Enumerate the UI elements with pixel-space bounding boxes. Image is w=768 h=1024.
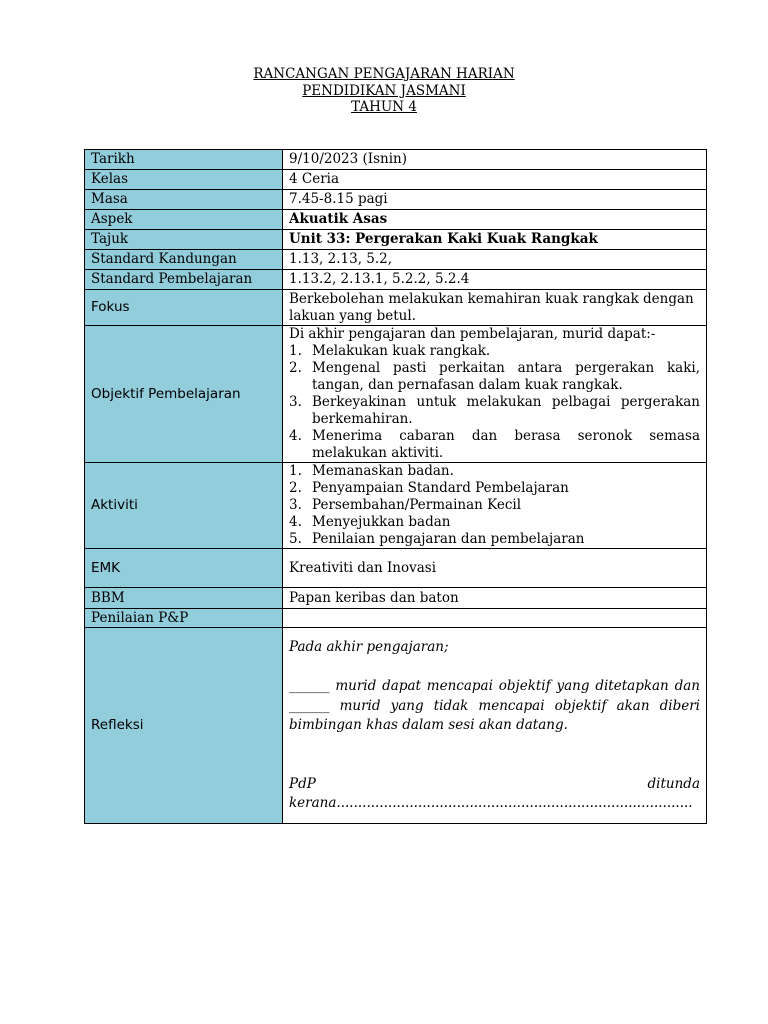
list-text: Penilaian pengajaran dan pembelajaran (312, 531, 585, 547)
list-text: Berkeyakinan untuk melakukan pelbagai pergerakan berkemahiran. (312, 394, 700, 427)
list-number: 3. (289, 497, 302, 513)
list-text: Menyejukkan badan (312, 514, 451, 530)
list-item (289, 480, 700, 497)
value-emk: Kreativiti dan Inovasi (283, 549, 707, 588)
list-text: Mengenal pasti perkaitan antara pergerakan kaki, tangan, dan pernafasan dalam kuak rangkak. (312, 360, 700, 393)
row-refleksi (85, 628, 707, 824)
label-masa: Masa (85, 190, 283, 210)
row-penilaian (85, 609, 707, 628)
objektif-intro: Di akhir pengajaran dan pembelajaran, murid dapat:- (289, 326, 656, 342)
value-standard-pembelajaran: 1.13.2, 2.13.1, 5.2.2, 5.2.4 (283, 270, 707, 290)
row-kelas (85, 170, 707, 190)
value-objektif (283, 326, 707, 463)
heading-title: RANCANGAN PENGAJARAN HARIAN (253, 66, 515, 82)
list-number: 4. (289, 428, 302, 444)
list-number: 1. (289, 463, 302, 479)
label-standard-pembelajaran: Standard Pembelajaran (85, 270, 283, 290)
label-bbm: BBM (85, 588, 283, 609)
row-emk (85, 549, 707, 588)
objektif-list (289, 343, 700, 462)
spacer (289, 658, 700, 678)
list-text: Penyampaian Standard Pembelajaran (312, 480, 569, 496)
label-aspek: Aspek (85, 210, 283, 230)
value-aktiviti (283, 463, 707, 549)
list-number: 2. (289, 480, 302, 496)
row-tajuk (85, 230, 707, 250)
list-item (289, 394, 700, 428)
row-fokus (85, 290, 707, 326)
refleksi-outcome: ______ murid dapat mencapai objektif yang ditetapkan dan ______ murid yang tidak mencapai objektif akan diberi bimbingan khas dalam sesi akan datang. (289, 678, 700, 734)
row-tarikh (85, 150, 707, 170)
label-tajuk: Tajuk (85, 230, 283, 250)
row-standard-pembelajaran (85, 270, 707, 290)
spacer (289, 736, 700, 775)
value-tajuk: Unit 33: Pergerakan Kaki Kuak Rangkak (283, 230, 707, 250)
document-heading (0, 66, 768, 116)
list-text: Melakukan kuak rangkak. (312, 343, 491, 359)
list-item (289, 428, 700, 462)
label-kelas: Kelas (85, 170, 283, 190)
heading-year: TAHUN 4 (351, 99, 417, 115)
value-standard-kandungan: 1.13, 2.13, 5.2, (283, 250, 707, 270)
list-item (289, 497, 700, 514)
list-number: 1. (289, 343, 302, 359)
row-bbm (85, 588, 707, 609)
list-number: 3. (289, 394, 302, 410)
row-objektif (85, 326, 707, 463)
value-aspek: Akuatik Asas (283, 210, 707, 230)
label-fokus: Fokus (85, 290, 283, 326)
value-refleksi (283, 628, 707, 824)
lesson-plan-table (84, 149, 707, 824)
list-text: Memanaskan badan. (312, 463, 454, 479)
value-kelas: 4 Ceria (283, 170, 707, 190)
row-aspek (85, 210, 707, 230)
list-number: 5. (289, 531, 302, 547)
list-item (289, 463, 700, 480)
label-refleksi: Refleksi (85, 628, 283, 824)
value-fokus: Berkebolehan melakukan kemahiran kuak rangkak dengan lakuan yang betul. (283, 290, 707, 326)
heading-subject: PENDIDIKAN JASMANI (302, 82, 466, 99)
list-item (289, 360, 700, 394)
list-item (289, 343, 700, 360)
label-emk: EMK (85, 549, 283, 588)
value-tarikh: 9/10/2023 (Isnin) (283, 150, 707, 170)
refleksi-postponed (289, 775, 700, 795)
aktiviti-list (289, 463, 700, 548)
label-aktiviti: Aktiviti (85, 463, 283, 549)
refleksi-pdp: PdP (289, 775, 316, 792)
label-objektif: Objektif Pembelajaran (85, 326, 283, 463)
list-number: 4. (289, 514, 302, 530)
refleksi-intro: Pada akhir pengajaran; (289, 639, 449, 656)
value-bbm: Papan keribas dan baton (283, 588, 707, 609)
value-masa: 7.45-8.15 pagi (283, 190, 707, 210)
row-aktiviti (85, 463, 707, 549)
label-tarikh: Tarikh (85, 150, 283, 170)
list-item (289, 531, 700, 548)
label-standard-kandungan: Standard Kandungan (85, 250, 283, 270)
list-text: Menerima cabaran dan berasa seronok semasa melakukan aktiviti. (312, 428, 700, 461)
label-penilaian: Penilaian P&P (85, 609, 283, 628)
row-masa (85, 190, 707, 210)
list-number: 2. (289, 360, 302, 376)
list-item (289, 514, 700, 531)
list-text: Persembahan/Permainan Kecil (312, 497, 522, 513)
refleksi-reason: kerana................................................................................... (289, 795, 693, 812)
row-standard-kandungan (85, 250, 707, 270)
value-penilaian (283, 609, 707, 628)
refleksi-ditunda: ditunda (647, 775, 700, 792)
